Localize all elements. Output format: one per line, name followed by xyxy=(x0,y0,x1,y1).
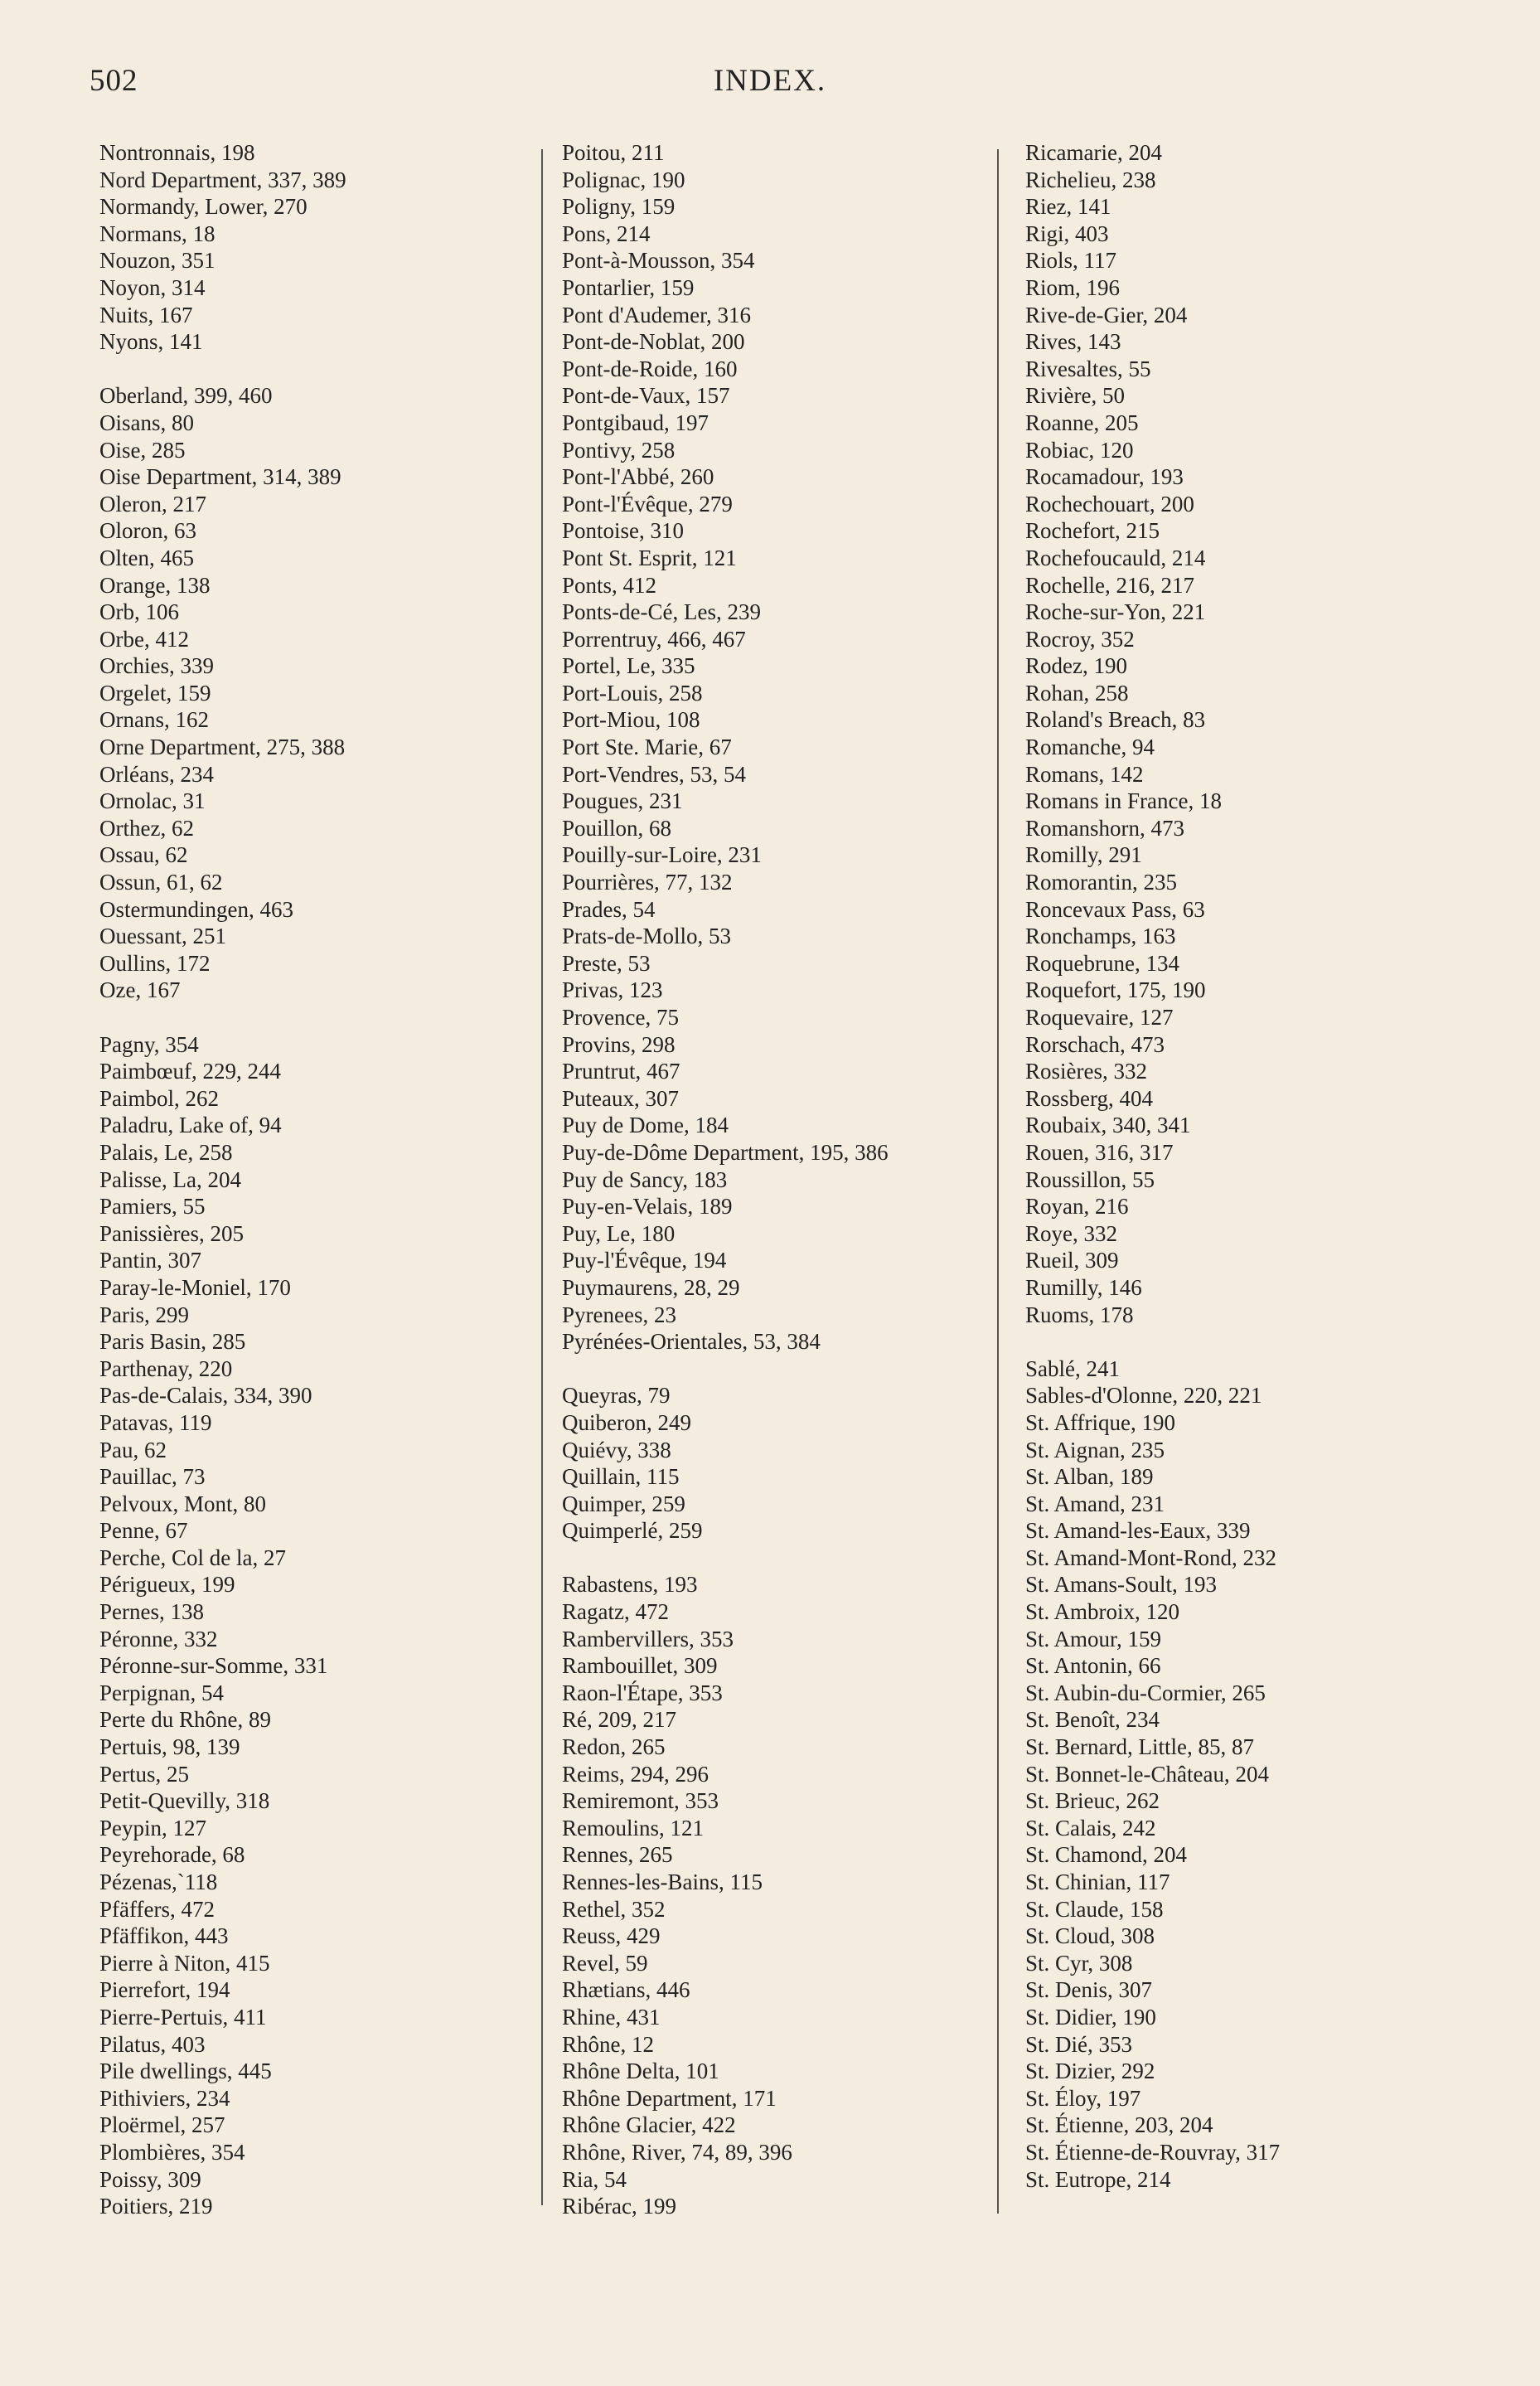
index-entry: Ronchamps, 163 xyxy=(1025,924,1176,949)
index-entry: Nord Department, 337, 389 xyxy=(99,167,346,192)
index-entry: Rohan, 258 xyxy=(1025,680,1129,706)
index-entry: Rodez, 190 xyxy=(1025,653,1127,679)
index-entry: Poitou, 211 xyxy=(562,140,665,165)
column-divider-2 xyxy=(997,149,999,2214)
index-entry: Rethel, 352 xyxy=(562,1896,666,1922)
index-entry: Rivesaltes, 55 xyxy=(1025,356,1151,381)
index-entry: Porrentruy, 466, 467 xyxy=(562,626,746,652)
index-entry: St. Eutrope, 214 xyxy=(1025,2166,1171,2192)
index-entry: Ragatz, 472 xyxy=(562,1599,669,1625)
index-entry: Romanche, 94 xyxy=(1025,735,1155,760)
index-entry: Royan, 216 xyxy=(1025,1194,1129,1220)
index-entry: Oise, 285 xyxy=(99,437,186,463)
index-entry: Nyons, 141 xyxy=(99,329,203,355)
index-entry: Roanne, 205 xyxy=(1025,410,1139,435)
index-entry: Pilatus, 403 xyxy=(99,2031,206,2057)
index-entry: Queyras, 79 xyxy=(562,1383,671,1409)
index-entry: St. Dizier, 292 xyxy=(1025,2059,1155,2084)
index-entry: Pernes, 138 xyxy=(99,1599,204,1625)
index-entry: Nuits, 167 xyxy=(99,302,193,327)
index-entry: Orbe, 412 xyxy=(99,626,189,652)
index-column-3 xyxy=(1025,139,1280,2193)
index-entry: Pourrières, 77, 132 xyxy=(562,870,733,895)
index-entry: Roquefort, 175, 190 xyxy=(1025,977,1206,1003)
index-entry: St. Étienne, 203, 204 xyxy=(1025,2112,1213,2138)
index-entry: Olten, 465 xyxy=(99,545,194,570)
index-entry: Romans, 142 xyxy=(1025,761,1144,787)
index-entry: Sablé, 241 xyxy=(1025,1355,1120,1381)
index-entry: Sables-d'Olonne, 220, 221 xyxy=(1025,1383,1262,1409)
index-entry: Paimbol, 262 xyxy=(99,1085,220,1111)
index-entry: Ré, 209, 217 xyxy=(562,1707,676,1733)
index-entry: Rhætians, 446 xyxy=(562,1977,690,2003)
index-entry: Romans in France, 18 xyxy=(1025,788,1222,814)
index-entry: Provence, 75 xyxy=(562,1005,679,1030)
index-entry: Riez, 141 xyxy=(1025,194,1111,220)
index-entry: Puteaux, 307 xyxy=(562,1085,679,1111)
index-entry: Rhône Delta, 101 xyxy=(562,2059,719,2084)
index-entry: Pons, 214 xyxy=(562,221,651,246)
index-entry: St. Aubin-du-Cormier, 265 xyxy=(1025,1680,1266,1705)
index-entry: Rochechouart, 200 xyxy=(1025,491,1194,516)
index-entry: St. Denis, 307 xyxy=(1025,1977,1153,2003)
index-entry: Puy de Sancy, 183 xyxy=(562,1166,728,1192)
index-entry: Ponts-de-Cé, Les, 239 xyxy=(562,599,761,625)
index-entry: Rennes-les-Bains, 115 xyxy=(562,1870,763,1894)
index-entry: Petit-Quevilly, 318 xyxy=(99,1788,270,1814)
index-entry: St. Amour, 159 xyxy=(1025,1626,1161,1651)
index-entry: Puy-de-Dôme Department, 195, 386 xyxy=(562,1139,889,1165)
index-entry: Rosières, 332 xyxy=(1025,1059,1147,1084)
index-entry: Pontgibaud, 197 xyxy=(562,410,709,435)
index-entry: Péronne, 332 xyxy=(99,1626,218,1651)
index-entry: Orb, 106 xyxy=(99,599,179,625)
index-entry: Pelvoux, Mont, 80 xyxy=(99,1491,267,1516)
index-column-1 xyxy=(99,139,346,2220)
index-entry: Rambouillet, 309 xyxy=(562,1653,718,1679)
index-entry: St. Amand, 231 xyxy=(1025,1491,1165,1516)
index-entry: Oullins, 172 xyxy=(99,950,211,976)
index-entry: St. Ambroix, 120 xyxy=(1025,1599,1180,1625)
index-entry: Pézenas,`118 xyxy=(99,1870,218,1894)
index-entry: Paray-le-Moniel, 170 xyxy=(99,1274,291,1300)
index-entry: Port-Louis, 258 xyxy=(562,680,703,706)
index-entry: St. Affrique, 190 xyxy=(1025,1409,1175,1435)
index-entry: Rive-de-Gier, 204 xyxy=(1025,302,1188,327)
index-entry: Rhône Glacier, 422 xyxy=(562,2112,736,2138)
index-entry: Ribérac, 199 xyxy=(562,2194,676,2219)
index-entry: Parthenay, 220 xyxy=(99,1355,233,1381)
index-entry: Romilly, 291 xyxy=(1025,842,1142,868)
index-entry: Palisse, La, 204 xyxy=(99,1166,241,1192)
index-entry: Provins, 298 xyxy=(562,1031,676,1057)
index-entry: Patavas, 119 xyxy=(99,1409,212,1435)
index-entry: Rhône, 12 xyxy=(562,2031,654,2057)
index-entry: Rhône, River, 74, 89, 396 xyxy=(562,2139,792,2165)
index-entry: Ponts, 412 xyxy=(562,572,657,598)
index-entry: Poissy, 309 xyxy=(99,2166,201,2192)
index-entry: Panissières, 205 xyxy=(99,1220,244,1246)
index-entry: Reims, 294, 296 xyxy=(562,1761,709,1787)
index-entry: Roncevaux Pass, 63 xyxy=(1025,896,1205,922)
index-entry: Ouessant, 251 xyxy=(99,924,226,949)
index-entry: Poligny, 159 xyxy=(562,194,676,220)
index-entry: Rumilly, 146 xyxy=(1025,1274,1142,1300)
index-entry: St. Brieuc, 262 xyxy=(1025,1788,1160,1814)
index-entry: Paimbœuf, 229, 244 xyxy=(99,1059,281,1084)
index-entry: Pauillac, 73 xyxy=(99,1464,206,1490)
index-entry: Rhône Department, 171 xyxy=(562,2085,777,2111)
index-entry: Perpignan, 54 xyxy=(99,1680,224,1705)
index-entry: Paris Basin, 285 xyxy=(99,1329,246,1355)
index-entry: Polignac, 190 xyxy=(562,167,685,192)
index-entry: Roquebrune, 134 xyxy=(1025,950,1179,976)
index-column-2 xyxy=(562,139,889,2220)
index-entry: St. Didier, 190 xyxy=(1025,2004,1156,2030)
index-group xyxy=(99,382,346,1004)
index-entry: Pont-de-Vaux, 157 xyxy=(562,383,730,409)
index-entry: Quimperlé, 259 xyxy=(562,1518,703,1544)
index-entry: Puy-en-Velais, 189 xyxy=(562,1194,733,1220)
index-entry: Prades, 54 xyxy=(562,896,656,922)
column-divider-1 xyxy=(541,149,543,2205)
index-entry: Romorantin, 235 xyxy=(1025,870,1177,895)
index-entry: Pau, 62 xyxy=(99,1437,167,1462)
index-entry: Preste, 53 xyxy=(562,950,651,976)
index-entry: Poitiers, 219 xyxy=(99,2194,213,2219)
index-entry: Roquevaire, 127 xyxy=(1025,1005,1174,1030)
index-entry: Rouen, 316, 317 xyxy=(1025,1139,1174,1165)
index-entry: Ornolac, 31 xyxy=(99,788,206,814)
index-entry: Pagny, 354 xyxy=(99,1031,199,1057)
index-entry: Pyrénées-Orientales, 53, 384 xyxy=(562,1329,821,1355)
index-entry: Ossau, 62 xyxy=(99,842,188,868)
index-entry: Roussillon, 55 xyxy=(1025,1166,1155,1192)
index-entry: Pont-l'Évêque, 279 xyxy=(562,491,733,516)
index-entry: Péronne-sur-Somme, 331 xyxy=(99,1653,328,1679)
index-group xyxy=(562,139,889,1355)
index-entry: Orgelet, 159 xyxy=(99,680,211,706)
index-entry: Nontronnais, 198 xyxy=(99,140,255,165)
index-entry: St. Calais, 242 xyxy=(1025,1815,1156,1840)
index-entry: Peyrehorade, 68 xyxy=(99,1842,245,1868)
index-entry: Pierre-Pertuis, 411 xyxy=(99,2004,267,2030)
index-entry: Pontoise, 310 xyxy=(562,518,685,544)
index-entry: Rorschach, 473 xyxy=(1025,1031,1165,1057)
index-group xyxy=(1025,139,1280,1328)
index-entry: Rocroy, 352 xyxy=(1025,626,1135,652)
index-entry: Pont d'Audemer, 316 xyxy=(562,302,752,327)
index-entry: Pierrefort, 194 xyxy=(99,1977,230,2003)
index-entry: Rigi, 403 xyxy=(1025,221,1109,246)
index-entry: Peypin, 127 xyxy=(99,1815,207,1840)
index-entry: Port-Miou, 108 xyxy=(562,707,700,733)
index-entry: Remoulins, 121 xyxy=(562,1815,705,1840)
index-entry: St. Aignan, 235 xyxy=(1025,1437,1165,1462)
page-number: 502 xyxy=(90,64,138,98)
index-entry: Orchies, 339 xyxy=(99,653,214,679)
index-entry: Reuss, 429 xyxy=(562,1923,661,1949)
index-entry: Oloron, 63 xyxy=(99,518,196,544)
index-entry: Nouzon, 351 xyxy=(99,248,216,274)
index-entry: Penne, 67 xyxy=(99,1518,188,1544)
index-entry: Pertuis, 98, 139 xyxy=(99,1734,240,1760)
index-entry: Pertus, 25 xyxy=(99,1761,189,1787)
index-entry: Oberland, 399, 460 xyxy=(99,383,273,409)
index-entry: St. Bernard, Little, 85, 87 xyxy=(1025,1734,1254,1760)
index-entry: Rennes, 265 xyxy=(562,1842,673,1868)
index-entry: Palais, Le, 258 xyxy=(99,1139,233,1165)
index-entry: Pantin, 307 xyxy=(99,1248,202,1273)
index-entry: Pyrenees, 23 xyxy=(562,1302,676,1327)
index-entry: St. Bonnet-le-Château, 204 xyxy=(1025,1761,1269,1787)
index-entry: Richelieu, 238 xyxy=(1025,167,1156,192)
index-entry: Pouilly-sur-Loire, 231 xyxy=(562,842,762,868)
index-entry: Oleron, 217 xyxy=(99,491,206,516)
index-entry: Normans, 18 xyxy=(99,221,216,246)
index-entry: Pont-à-Mousson, 354 xyxy=(562,248,755,274)
index-entry: Romanshorn, 473 xyxy=(1025,815,1184,841)
index-entry: Perche, Col de la, 27 xyxy=(99,1545,286,1570)
index-entry: Orléans, 234 xyxy=(99,761,214,787)
index-entry: Paris, 299 xyxy=(99,1302,189,1327)
index-entry: Riols, 117 xyxy=(1025,248,1117,274)
index-entry: Pas-de-Calais, 334, 390 xyxy=(99,1383,312,1409)
index-entry: St. Éloy, 197 xyxy=(1025,2085,1141,2111)
index-entry: Pile dwellings, 445 xyxy=(99,2059,272,2084)
index-entry: Orthez, 62 xyxy=(99,815,194,841)
index-entry: Redon, 265 xyxy=(562,1734,666,1760)
index-entry: St. Cloud, 308 xyxy=(1025,1923,1155,1949)
index-entry: Pougues, 231 xyxy=(562,788,683,814)
index-entry: Ruoms, 178 xyxy=(1025,1302,1134,1327)
index-entry: Normandy, Lower, 270 xyxy=(99,194,308,220)
index-entry: Rabastens, 193 xyxy=(562,1572,698,1598)
index-entry: Pfäffers, 472 xyxy=(99,1896,215,1922)
index-entry: St. Benoît, 234 xyxy=(1025,1707,1160,1733)
index-entry: Puy-l'Évêque, 194 xyxy=(562,1248,727,1273)
index-entry: Revel, 59 xyxy=(562,1950,648,1976)
page-title: INDEX. xyxy=(713,64,827,98)
index-entry: Rochefort, 215 xyxy=(1025,518,1160,544)
index-entry: Pfäffikon, 443 xyxy=(99,1923,229,1949)
index-entry: Noyon, 314 xyxy=(99,274,206,300)
index-entry: Pontarlier, 159 xyxy=(562,274,695,300)
index-entry: Ornans, 162 xyxy=(99,707,209,733)
index-entry: Pont St. Esprit, 121 xyxy=(562,545,737,570)
index-entry: Ria, 54 xyxy=(562,2166,627,2192)
index-entry: Pruntrut, 467 xyxy=(562,1059,680,1084)
index-entry: St. Chinian, 117 xyxy=(1025,1870,1170,1894)
index-entry: Rives, 143 xyxy=(1025,329,1121,355)
index-entry: Oisans, 80 xyxy=(99,410,194,435)
index-entry: Oze, 167 xyxy=(99,977,181,1003)
index-entry: Rocamadour, 193 xyxy=(1025,464,1184,490)
index-entry: St. Amans-Soult, 193 xyxy=(1025,1572,1218,1598)
index-entry: Oise Department, 314, 389 xyxy=(99,464,341,490)
index-entry: St. Amand-les-Eaux, 339 xyxy=(1025,1518,1251,1544)
index-group xyxy=(562,1382,889,1545)
index-entry: Portel, Le, 335 xyxy=(562,653,695,679)
index-entry: St. Chamond, 204 xyxy=(1025,1842,1188,1868)
index-entry: Quimper, 259 xyxy=(562,1491,685,1516)
index-entry: Roland's Breach, 83 xyxy=(1025,707,1206,733)
index-entry: Ricamarie, 204 xyxy=(1025,140,1162,165)
index-entry: Ossun, 61, 62 xyxy=(99,870,223,895)
index-entry: Plombières, 354 xyxy=(99,2139,245,2165)
index-entry: Puy, Le, 180 xyxy=(562,1220,676,1246)
index-entry: St. Dié, 353 xyxy=(1025,2031,1133,2057)
index-entry: Pont-de-Noblat, 200 xyxy=(562,329,745,355)
index-entry: Rivière, 50 xyxy=(1025,383,1125,409)
index-entry: Port Ste. Marie, 67 xyxy=(562,735,732,760)
index-entry: Quiévy, 338 xyxy=(562,1437,671,1462)
index-entry: Quiberon, 249 xyxy=(562,1409,691,1435)
index-entry: St. Claude, 158 xyxy=(1025,1896,1164,1922)
index-entry: Port-Vendres, 53, 54 xyxy=(562,761,746,787)
index-entry: Perte du Rhône, 89 xyxy=(99,1707,271,1733)
index-entry: Quillain, 115 xyxy=(562,1464,680,1490)
index-entry: St. Amand-Mont-Rond, 232 xyxy=(1025,1545,1277,1570)
index-entry: Pontivy, 258 xyxy=(562,437,676,463)
index-entry: Ploërmel, 257 xyxy=(99,2112,225,2138)
index-entry: Pouillon, 68 xyxy=(562,815,672,841)
index-entry: Riom, 196 xyxy=(1025,274,1121,300)
index-entry: Rossberg, 404 xyxy=(1025,1085,1154,1111)
index-entry: Périgueux, 199 xyxy=(99,1572,235,1598)
index-entry: Paladru, Lake of, 94 xyxy=(99,1113,282,1138)
index-entry: Robiac, 120 xyxy=(1025,437,1134,463)
index-entry: Roubaix, 340, 341 xyxy=(1025,1113,1191,1138)
index-entry: Roye, 332 xyxy=(1025,1220,1117,1246)
index-entry: Pont-l'Abbé, 260 xyxy=(562,464,714,490)
index-entry: Puymaurens, 28, 29 xyxy=(562,1274,740,1300)
index-entry: St. Alban, 189 xyxy=(1025,1464,1154,1490)
index-entry: St. Antonin, 66 xyxy=(1025,1653,1161,1679)
index-entry: Roche-sur-Yon, 221 xyxy=(1025,599,1206,625)
index-entry: Rochelle, 216, 217 xyxy=(1025,572,1194,598)
index-entry: Pamiers, 55 xyxy=(99,1194,206,1220)
index-entry: Puy de Dome, 184 xyxy=(562,1113,729,1138)
index-group xyxy=(99,1031,346,2220)
index-group xyxy=(1025,1355,1280,2193)
index-entry: Rochefoucauld, 214 xyxy=(1025,545,1206,570)
index-entry: Pierre à Niton, 415 xyxy=(99,1950,270,1976)
index-entry: Privas, 123 xyxy=(562,977,663,1003)
index-entry: Remiremont, 353 xyxy=(562,1788,719,1814)
index-entry: Rambervillers, 353 xyxy=(562,1626,734,1651)
index-entry: Raon-l'Étape, 353 xyxy=(562,1680,723,1705)
index-entry: Rueil, 309 xyxy=(1025,1248,1119,1273)
index-entry: St. Étienne-de-Rouvray, 317 xyxy=(1025,2139,1281,2165)
index-entry: Ostermundingen, 463 xyxy=(99,896,293,922)
index-entry: Orange, 138 xyxy=(99,572,211,598)
index-entry: Rhine, 431 xyxy=(562,2004,661,2030)
index-entry: Pont-de-Roide, 160 xyxy=(562,356,738,381)
index-entry: Pithiviers, 234 xyxy=(99,2085,230,2111)
index-group xyxy=(99,139,346,356)
index-entry: Prats-de-Mollo, 53 xyxy=(562,924,731,949)
index-entry: Orne Department, 275, 388 xyxy=(99,735,346,760)
index-group xyxy=(562,1571,889,2219)
index-entry: St. Cyr, 308 xyxy=(1025,1950,1133,1976)
